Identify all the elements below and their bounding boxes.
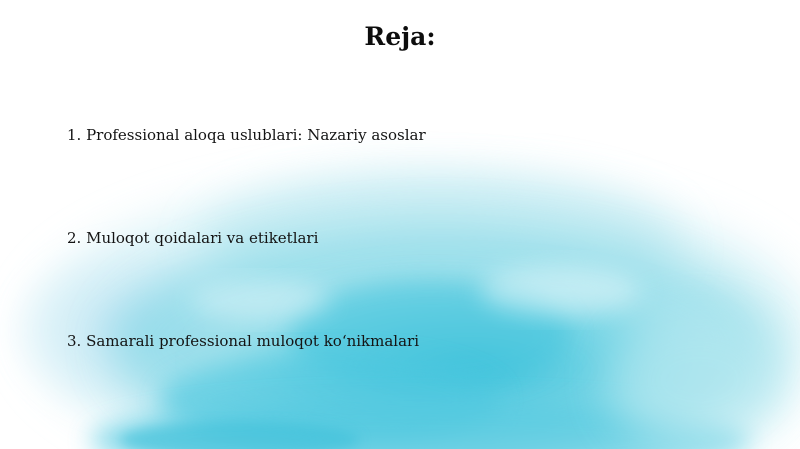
agenda-item-3: 3. Samarali professional muloqot ko‘nikmalari	[67, 332, 420, 350]
agenda-item-1: 1. Professional aloqa uslublari: Nazariy asoslar	[67, 126, 426, 144]
slide-title: Reja:	[364, 22, 436, 51]
agenda-item-2: 2. Muloqot qoidalari va etiketlari	[67, 229, 319, 247]
